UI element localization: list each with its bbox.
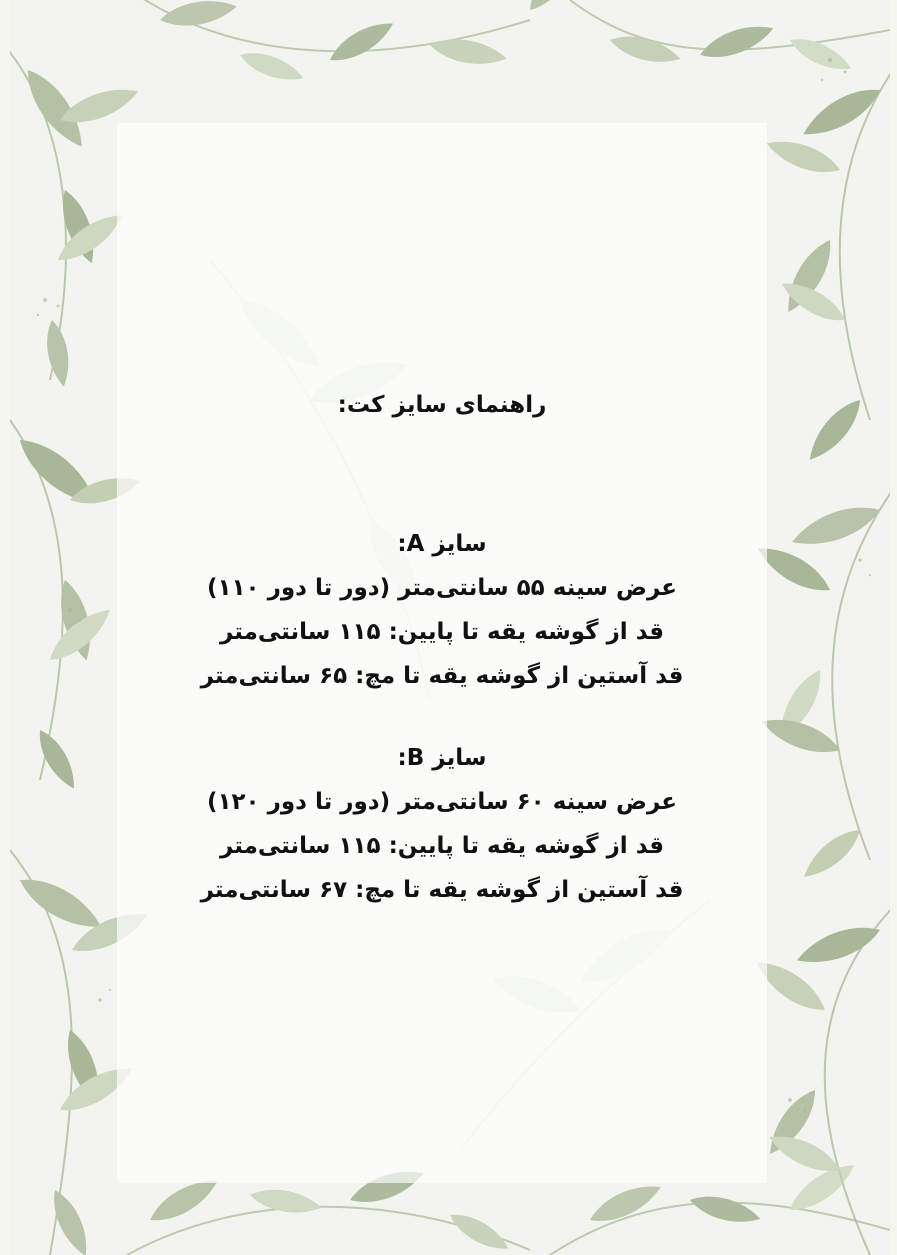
size-a-chest: عرض سینه ۵۵ سانتی‌متر (دور تا دور ۱۱۰)	[206, 575, 678, 601]
size-a-block	[117, 522, 767, 698]
size-b-sleeve: قد آستین از گوشه یقه تا مچ: ۶۷ سانتی‌متر	[200, 877, 684, 903]
size-a-sleeve: قد آستین از گوشه یقه تا مچ: ۶۵ سانتی‌متر	[200, 663, 684, 689]
size-b-length: قد از گوشه یقه تا پایین: ۱۱۵ سانتی‌متر	[219, 833, 665, 859]
size-guide	[117, 380, 767, 950]
size-b-chest: عرض سینه ۶۰ سانتی‌متر (دور تا دور ۱۲۰)	[206, 789, 678, 815]
size-b-heading: سایز B:	[397, 745, 487, 771]
size-a-length: قد از گوشه یقه تا پایین: ۱۱۵ سانتی‌متر	[219, 619, 665, 645]
size-a-heading: سایز A:	[397, 531, 487, 557]
size-b-block	[117, 736, 767, 912]
page-title: راهنمای سایز کت:	[337, 392, 547, 418]
